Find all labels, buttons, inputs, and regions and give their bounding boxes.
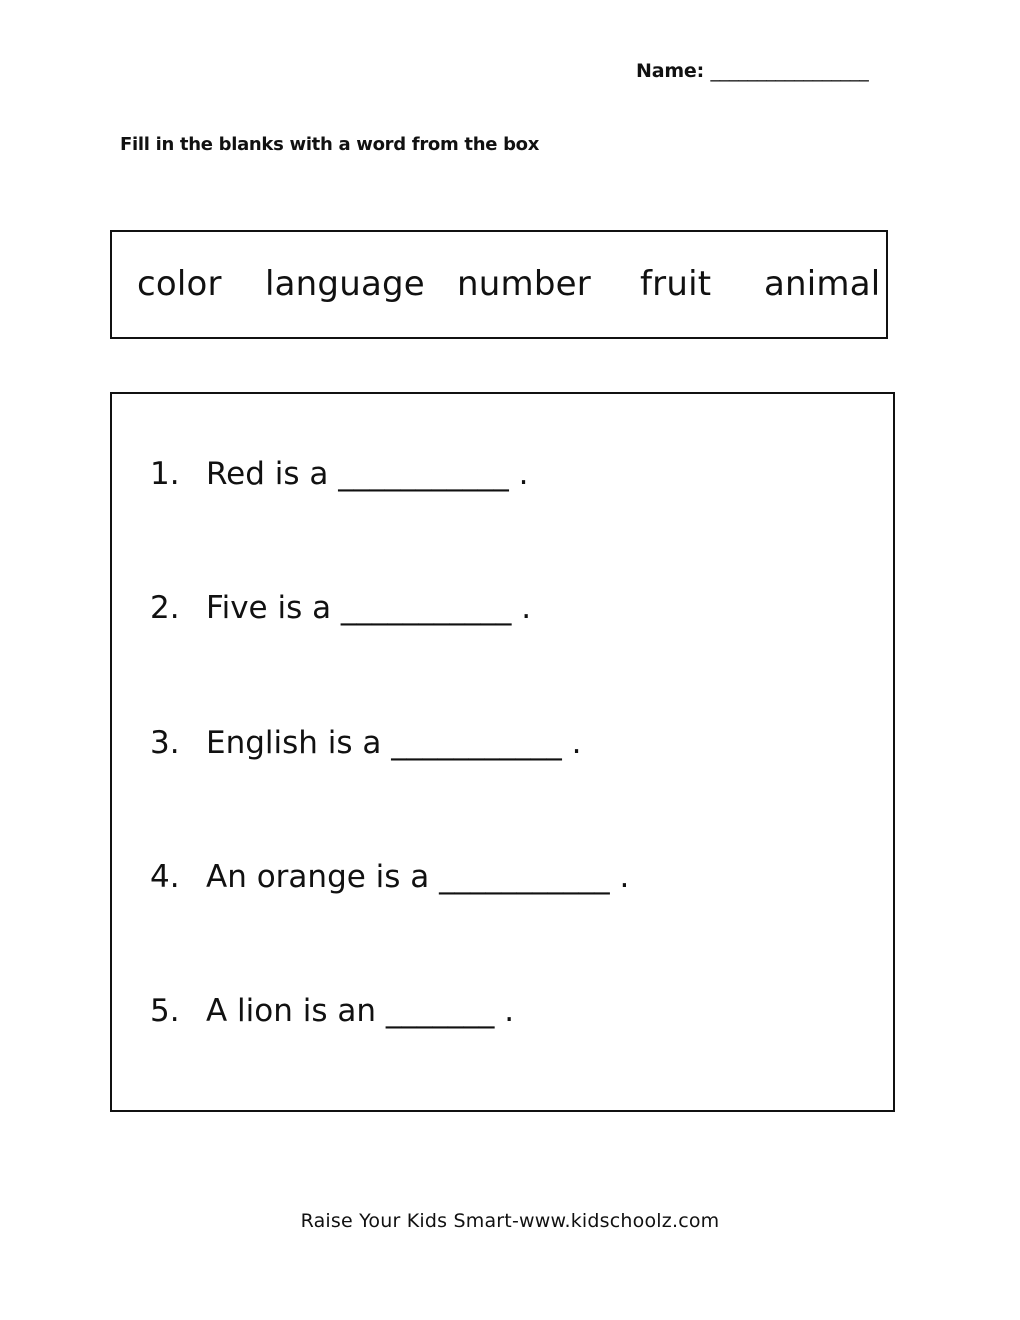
question-text[interactable]: English is a ___________ . [206, 725, 582, 761]
name-field[interactable] [636, 60, 869, 82]
footer-credit: Raise Your Kids Smart-www.kidschoolz.com [300, 1210, 720, 1232]
question-text[interactable]: A lion is an _______ . [206, 993, 515, 1029]
name-blank[interactable]: _________________ [710, 60, 869, 82]
question-3[interactable] [150, 723, 581, 763]
name-label: Name: [636, 60, 705, 82]
question-5[interactable] [150, 991, 514, 1031]
word-bank-item-fruit: fruit [640, 264, 712, 304]
question-number: 5. [150, 993, 180, 1029]
word-bank-item-number: number [457, 264, 591, 304]
question-text[interactable]: Five is a ___________ . [206, 590, 532, 626]
question-text[interactable]: Red is a ___________ . [206, 456, 529, 492]
question-1[interactable] [150, 454, 528, 494]
question-number: 3. [150, 725, 180, 761]
question-4[interactable] [150, 857, 629, 897]
question-text[interactable]: An orange is a ___________ . [206, 859, 630, 895]
questions-box [110, 392, 895, 1112]
word-bank-item-color: color [137, 264, 222, 304]
question-number: 4. [150, 859, 180, 895]
question-number: 1. [150, 456, 180, 492]
instruction-text: Fill in the blanks with a word from the box [120, 134, 540, 155]
question-number: 2. [150, 590, 180, 626]
word-bank-item-animal: animal [764, 264, 881, 304]
question-2[interactable] [150, 588, 531, 628]
word-bank-item-language: language [265, 264, 425, 304]
word-bank-box [110, 230, 888, 339]
